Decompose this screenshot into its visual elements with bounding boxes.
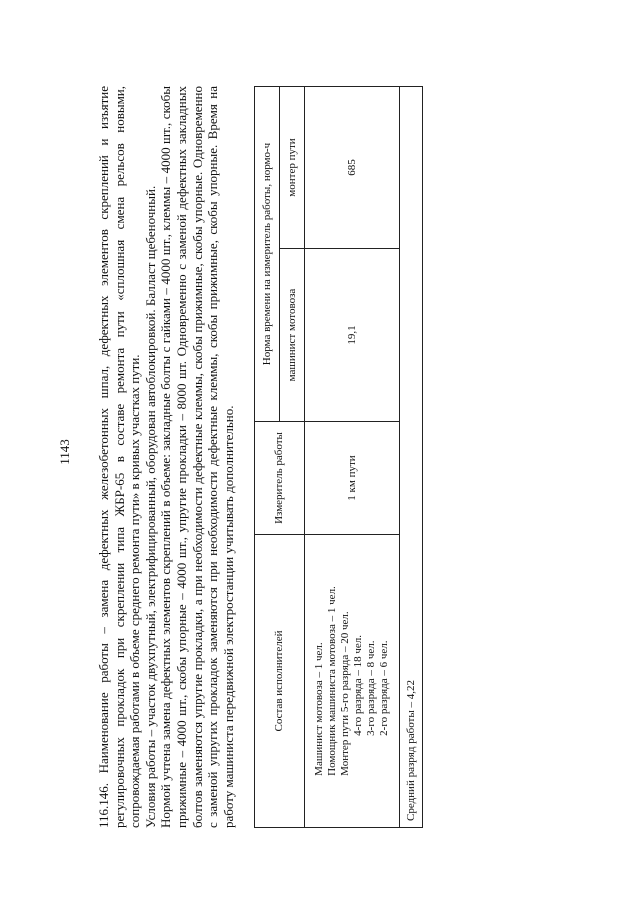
crew-line: 4-го разряда – 18 чел. xyxy=(352,634,364,736)
average-grade: Средний разряд работы – 4,22 xyxy=(400,87,423,828)
crew-line: Помощник машиниста мотовоза – 1 чел. xyxy=(326,586,338,776)
header-driver: машинист мотовоза xyxy=(280,249,305,422)
header-crew: Состав исполнителей xyxy=(255,535,305,828)
crew-line: 2-го разряда – 6 чел. xyxy=(378,640,390,736)
trackman-value: 685 xyxy=(305,87,400,249)
paragraph-norm-details: Нормой учтена замена дефектных элементов скреплений в объеме: закладные болты с гайками – 4000 шт., клеммы – 4000 шт., скобы прижимные – 4000 шт., скобы упорные – 4000 шт., упругие прокладки – 8000 шт. Одновременно с заменой дефектных закладных болтов заменяются упругие прокладки, а при необходимости дефектные клеммы, скобы прижимные, скобы упорные. Одновременно с заменой упругих прокладок заменяются при необходимости дефектные клеммы, скобы прижимные, скобы упорные. Время на работу машиниста передвижной электростанции учитывать дополнительно. xyxy=(158,86,236,828)
crew-line: Монтер пути 5-го разряда – 20 чел. xyxy=(339,611,351,776)
crew-line: Машинист мотовоза – 1 чел. xyxy=(313,642,325,776)
driver-value: 19,1 xyxy=(305,249,400,422)
unit-value: 1 км пути xyxy=(305,422,400,535)
paragraph-conditions: Условия работы – участок двухпутный, электрифицированный, оборудован автоблокировкой. Балласт щебеночный. xyxy=(142,185,158,828)
crew-line: 3-го разряда – 8 чел. xyxy=(365,640,377,736)
rotated-content xyxy=(96,86,492,828)
page-number: 1143 xyxy=(56,439,72,465)
norm-table xyxy=(254,86,423,828)
header-trackman: монтер пути xyxy=(280,87,305,249)
crew-list xyxy=(313,586,391,776)
paragraph-title: 116.146. Наименование работы – замена дефектных железобетонных шпал, дефектных элементов скреплений и изъятие регулировочных прокладок при скреплении типа ЖБР-65 в составе ремонта пути «сплошная смена рельсов новыми, сопровождаемая работами в объеме среднего ремонта пути» в кривых участках пути. xyxy=(96,86,143,828)
header-norm: Норма времени на измеритель работы, нормо-ч xyxy=(255,87,280,422)
crew-cell xyxy=(305,535,400,828)
header-unit: Измеритель работы xyxy=(255,422,305,535)
